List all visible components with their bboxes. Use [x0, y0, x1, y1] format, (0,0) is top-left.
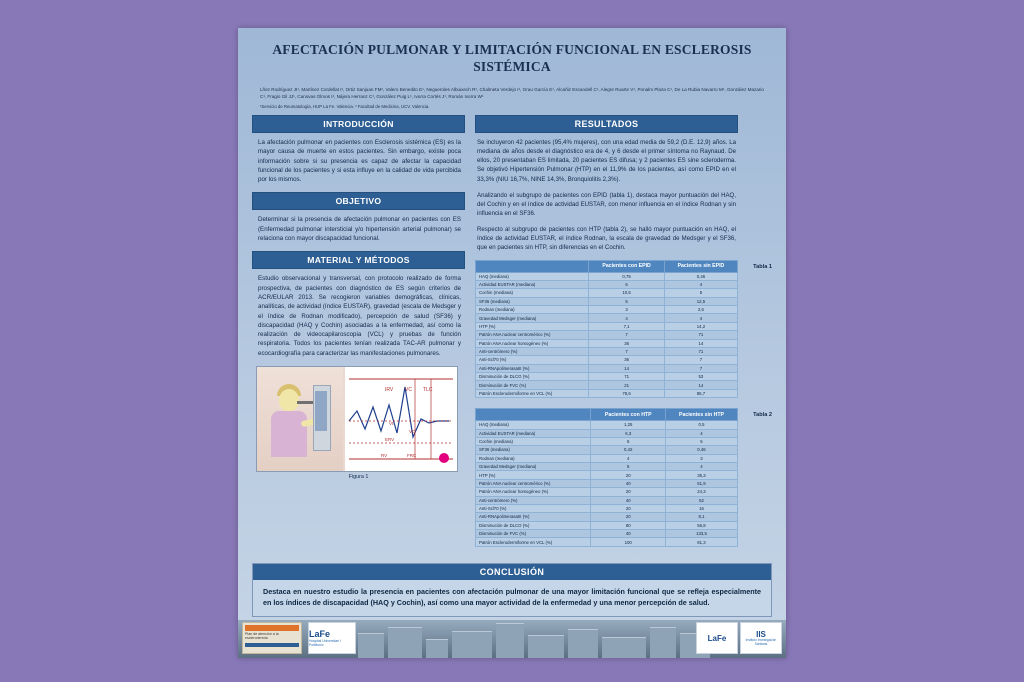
table-row	[476, 471, 738, 479]
table-row	[476, 381, 738, 389]
svg-text:FRC: FRC	[407, 453, 417, 459]
table-row-label: HAQ (mediana)	[476, 272, 589, 280]
table-cell-value: 21	[589, 381, 665, 389]
svg-text:VC: VC	[409, 429, 416, 435]
table-row	[476, 421, 738, 429]
table-row	[476, 297, 738, 305]
table-cell-value: 14,2	[664, 322, 737, 330]
table-1-tag: Tabla 1	[753, 263, 772, 270]
table-cell-value: 71	[664, 331, 737, 339]
table-row-label: Anti-Scl70 (%)	[476, 504, 591, 512]
page-title: AFECTACIÓN PULMONAR Y LIMITACIÓN FUNCIONAL EN ESCLEROSIS SISTÉMICA	[272, 42, 752, 74]
table-cell-value: 5	[591, 437, 665, 445]
svg-text:TLC: TLC	[423, 387, 433, 394]
svg-text:ERV: ERV	[385, 437, 395, 443]
section-heading-introduccion: INTRODUCCIÓN	[252, 115, 465, 133]
table-cell-value: 0,75	[589, 272, 665, 280]
table-row	[476, 530, 738, 538]
table-cell-value: 0,46	[665, 446, 737, 454]
resultados-paragraph-2: Analizando el subgrupo de pacientes con EPID (tabla 1), destaca mayor puntuación del HAQ, del Cochin y en el índice de actividad EUSTAR, con menor influencia en el índice Rodnan y sin influencia en el SF36.	[477, 191, 736, 217]
table-row	[476, 429, 738, 437]
table-row	[476, 347, 738, 355]
table-cell-value: 4	[665, 429, 737, 437]
table-row	[476, 314, 738, 322]
logo-iis-text: IIS	[756, 629, 766, 639]
table-cell-value: 71	[664, 347, 737, 355]
left-column	[252, 115, 465, 557]
table-cell-value: 7	[589, 347, 665, 355]
table-2	[475, 408, 738, 547]
logo-lafe-right-text: LaFe	[707, 633, 727, 643]
resultados-paragraph-1: Se incluyeron 42 pacientes (95,4% mujeres), con una edad media de 59,2 (D.E. 12,9) años. La mediana de años desde el diagnóstico era de 4, y 6 desde el primer síntoma no Raynaud. De ellos, 20 presentaban ES limitada, 20 pacientes ES difusa; y 2 pacientes ES sine scleroderma. Se objetivó Hipertensión Pulmonar (HTP) en el 11,9% de los pacientes, así como EPID en el 33,3% (NIU 16,7%, NINE 14,3%, Bronquiolitis 2,3%).	[477, 138, 736, 183]
table-cell-value: 80	[591, 521, 665, 529]
svg-text:VC: VC	[405, 387, 412, 394]
table-cell-value: 36	[589, 339, 665, 347]
table-cell-value: 51,9	[665, 479, 737, 487]
table-row-label: Patrón ANA nuclear centromérico (%)	[476, 331, 589, 339]
poster-footer	[238, 620, 786, 658]
section-text-introduccion: La afectación pulmonar en pacientes con Esclerosis sistémica (ES) es la mayor causa de muerte en estos pacientes. Sin embargo, existe poca información sobre si su presencia es capaz de afectar la capacidad funcional de los pacientes y si esta influye en la calidad de vida percibida por los mismos.	[258, 138, 461, 184]
table-cell-value: 14	[664, 339, 737, 347]
table-cell-value: 0,46	[664, 272, 737, 280]
table-row-label: Anti-centrómero (%)	[476, 496, 591, 504]
table-row-label: Actividad EUSTAR (mediana)	[476, 429, 591, 437]
table-cell-value: 20	[591, 488, 665, 496]
table-cell-value: 4	[664, 280, 737, 288]
table-row-label: HTP (%)	[476, 322, 589, 330]
table-1-col-0	[476, 260, 589, 272]
table-row-label: Patrón Esclerodermiforme en VCL (%)	[476, 538, 591, 546]
table-cell-value: 85,7	[664, 389, 737, 397]
table-row-label: Anti-RNApolimerasaIII (%)	[476, 513, 591, 521]
table-row-label: Gravedad Medsger (mediana)	[476, 314, 589, 322]
table-cell-value: 5	[665, 437, 737, 445]
table-cell-value: 2,5	[664, 306, 737, 314]
table-row	[476, 437, 738, 445]
logo-esclerodermia-text: Plan de atención a la esclerodermia	[245, 632, 279, 641]
figure-1	[256, 366, 458, 472]
table-row	[476, 339, 738, 347]
table-row-label: SF36 (mediana)	[476, 297, 589, 305]
table-row	[476, 454, 738, 462]
table-cell-value: 40	[591, 479, 665, 487]
svg-text:Vt: Vt	[389, 421, 394, 427]
table-row	[476, 389, 738, 397]
table-cell-value: 71	[589, 373, 665, 381]
table-row-label: SF36 (mediana)	[476, 446, 591, 454]
table-row	[476, 373, 738, 381]
resultados-paragraph-3: Respecto al subgrupo de pacientes con HTP (tabla 2), se halló mayor puntuación en HAQ, el índice de actividad EUSTAR, el índice Rodnan, la escala de gravedad de Medsger y el SF36, que en pacientes sin HTP, sin diferencias en el Cochin.	[477, 226, 736, 252]
person-body-icon	[271, 411, 307, 457]
table-cell-value: 3	[665, 454, 737, 462]
table-row-label: Patrón ANA nuclear homogéneo (%)	[476, 488, 591, 496]
affiliations: ¹Servicio de Reumatología, HUP La Fe. Valencia. ² Facultad de Medicina, UCV. Valencia.	[260, 103, 430, 109]
table-cell-value: 1,25	[591, 421, 665, 429]
table-1-col-1: Pacientes con EPID	[589, 260, 665, 272]
table-cell-value: 4	[664, 314, 737, 322]
logo-iis	[740, 622, 782, 654]
table-row-label: Cochin (mediana)	[476, 289, 589, 297]
table-row-label: HTP (%)	[476, 471, 591, 479]
table-cell-value: 53	[664, 373, 737, 381]
table-cell-value: 12,5	[664, 297, 737, 305]
table-cell-value: 14	[589, 364, 665, 372]
table-cell-value: 24,3	[665, 488, 737, 496]
table-row-label: Rodnan (mediana)	[476, 306, 589, 314]
table-row	[476, 504, 738, 512]
table-cell-value: 6	[589, 280, 665, 288]
section-heading-conclusion: CONCLUSIÓN	[253, 564, 771, 580]
table-row	[476, 289, 738, 297]
table-cell-value: 4	[665, 463, 737, 471]
table-header-row	[476, 409, 738, 421]
table-row-label: Disminución de DLCO (%)	[476, 373, 589, 381]
figure-illustration	[257, 367, 343, 471]
table-cell-value: 7	[664, 364, 737, 372]
table-cell-value: 78,6	[589, 389, 665, 397]
table-row	[476, 322, 738, 330]
table-row-label: Disminución de FVC (%)	[476, 530, 591, 538]
table-row	[476, 280, 738, 288]
table-row-label: Actividad EUSTAR (mediana)	[476, 280, 589, 288]
logo-lafe-text: LaFe	[309, 629, 331, 639]
table-1	[475, 260, 738, 399]
table-1-body	[476, 272, 738, 398]
table-row-label: Anti-RNApolimerasaIII (%)	[476, 364, 589, 372]
poster-columns	[238, 115, 786, 557]
table-row	[476, 306, 738, 314]
table-cell-value: 40	[591, 530, 665, 538]
table-row	[476, 463, 738, 471]
table-row-label: Patrón ANA nuclear homogéneo (%)	[476, 339, 589, 347]
table-cell-value: 16	[665, 504, 737, 512]
table-2-block	[475, 408, 772, 547]
table-2-col-0	[476, 409, 591, 421]
table-cell-value: 20	[591, 504, 665, 512]
table-2-col-1: Pacientes con HTP	[591, 409, 665, 421]
table-cell-value: 10,5	[589, 289, 665, 297]
table-row-label: Rodnan (mediana)	[476, 454, 591, 462]
spirometer-tube-icon	[297, 401, 313, 404]
right-column	[475, 115, 772, 557]
person-head-icon	[279, 389, 299, 411]
table-cell-value: 40	[591, 496, 665, 504]
table-row	[476, 446, 738, 454]
table-row	[476, 479, 738, 487]
table-cell-value: 4	[589, 314, 665, 322]
table-2-col-2: Pacientes sin HTP	[665, 409, 737, 421]
table-row-label: Patrón Esclerodermiforme en VCL (%)	[476, 389, 589, 397]
table-cell-value: 133,5	[665, 530, 737, 538]
poster	[238, 28, 786, 658]
section-heading-resultados: RESULTADOS	[475, 115, 738, 133]
table-row	[476, 488, 738, 496]
table-cell-value: 7	[664, 356, 737, 364]
section-text-conclusion: Destaca en nuestro estudio la presencia en pacientes con afectación pulmonar de una mayor limitación funcional que se refleja especialmente en los índices de discapacidad (HAQ y Cochin), así como una mayor actividad de la enfermedad y una menor percepción de salud.	[263, 586, 761, 607]
table-row-label: Disminución de DLCO (%)	[476, 521, 591, 529]
table-cell-value: 8,1	[665, 513, 737, 521]
table-cell-value: 81,3	[665, 538, 737, 546]
table-row	[476, 356, 738, 364]
table-2-body	[476, 421, 738, 547]
table-cell-value: 0,42	[591, 446, 665, 454]
logo-lafe-subtext: Hospital Universitari i Politècnic	[309, 639, 341, 647]
table-header-row	[476, 260, 738, 272]
section-heading-objetivo: OBJETIVO	[252, 192, 465, 210]
table-1-col-2: Pacientes sin EPID	[664, 260, 737, 272]
table-cell-value: 5	[664, 289, 737, 297]
table-cell-value: 20	[591, 513, 665, 521]
logo-iis-subtext: Instituto Investigación Sanitaria	[745, 637, 777, 646]
table-cell-value: 5	[589, 297, 665, 305]
table-1-block	[475, 260, 772, 399]
table-cell-value: 0,5	[665, 421, 737, 429]
spirometer-cylinder-icon	[315, 391, 327, 431]
table-row	[476, 496, 738, 504]
authors-list: Lñez Rodríguez JI¹, Martínez Cordellat I¹, Ortiz Sanjuan FM¹, Valero Benedito E¹, Negueroles Albuixech R¹, Chalmeta Verdejo I¹, Grau García E¹, Alcañiz Escandell C¹, Alegre Ruarte V¹, Ponalm Plaza C¹, De La Rubia Navarro M¹, González Mazario C¹, Fragio Gil JJ¹, Canovas Olmos I¹, Nájera Herranz C¹, González Puig L¹, Ivorra Cortés J¹, Román Ivorra W¹	[260, 86, 764, 99]
logo-lafe	[308, 622, 356, 654]
table-cell-value: 52	[665, 496, 737, 504]
conclusion-block	[252, 563, 772, 617]
table-row-label: Patrón ANA nuclear centromérico (%)	[476, 479, 591, 487]
svg-text:IRV: IRV	[385, 387, 394, 394]
table-row	[476, 538, 738, 546]
table-cell-value: 4	[591, 454, 665, 462]
table-row-label: Disminución de FVC (%)	[476, 381, 589, 389]
table-cell-value: 6,3	[591, 429, 665, 437]
figure-marker-icon	[439, 453, 449, 463]
table-row	[476, 521, 738, 529]
table-row	[476, 331, 738, 339]
logo-lafe-right	[696, 622, 738, 654]
table-row-label: Anti-centrómero (%)	[476, 347, 589, 355]
figure-caption: Figura 1	[348, 474, 369, 481]
table-row	[476, 513, 738, 521]
table-row-label: Anti-Scl70 (%)	[476, 356, 589, 364]
table-cell-value: 36	[589, 356, 665, 364]
section-heading-material: MATERIAL Y MÉTODOS	[252, 251, 465, 269]
section-text-objetivo: Determinar si la presencia de afectación pulmonar en pacientes con ES (Enfermedad pulmonar intersticial y/o hipertensión arterial pulmonar) se relaciona con mayor discapacidad funcional.	[258, 216, 461, 243]
logo-esclerodermia	[242, 622, 302, 654]
table-cell-value: 3	[589, 306, 665, 314]
table-row-label: Gravedad Medsger (mediana)	[476, 463, 591, 471]
table-cell-value: 5	[591, 463, 665, 471]
table-row-label: Cochin (mediana)	[476, 437, 591, 445]
section-text-material: Estudio observacional y transversal, con protocolo realizado de forma prospectiva, de pacientes con diagnóstico de ES según criterios de ACR/EULAR 2013. Se recogieron variables demográficas, clínicas, analíticas, de actividad (índice EUSTAR), gravedad (escala de Medsger y el índice de Rodnan modificado), percepción de salud (SF36) y discapacidad (HAQ y Cochin) asociadas a la enfermedad, así como la realización de videocapilaroscopia (VCL) y pruebas de función respiratoria. Todos los pacientes tenían realizada TAC-AR pulmonar y ecocardiografía para caracterizar las manifestaciones pulmonares.	[258, 275, 461, 357]
table-cell-value: 56,8	[665, 521, 737, 529]
table-cell-value: 20	[591, 471, 665, 479]
table-cell-value: 14	[664, 381, 737, 389]
table-cell-value: 7	[589, 331, 665, 339]
poster-title-bar	[238, 28, 786, 82]
table-row-label: HAQ (mediana)	[476, 421, 591, 429]
svg-text:RV: RV	[381, 453, 388, 459]
table-2-tag: Tabla 2	[753, 412, 772, 419]
table-cell-value: 35,3	[665, 471, 737, 479]
table-cell-value: 7,1	[589, 322, 665, 330]
table-row	[476, 272, 738, 280]
table-row	[476, 364, 738, 372]
table-cell-value: 100	[591, 538, 665, 546]
